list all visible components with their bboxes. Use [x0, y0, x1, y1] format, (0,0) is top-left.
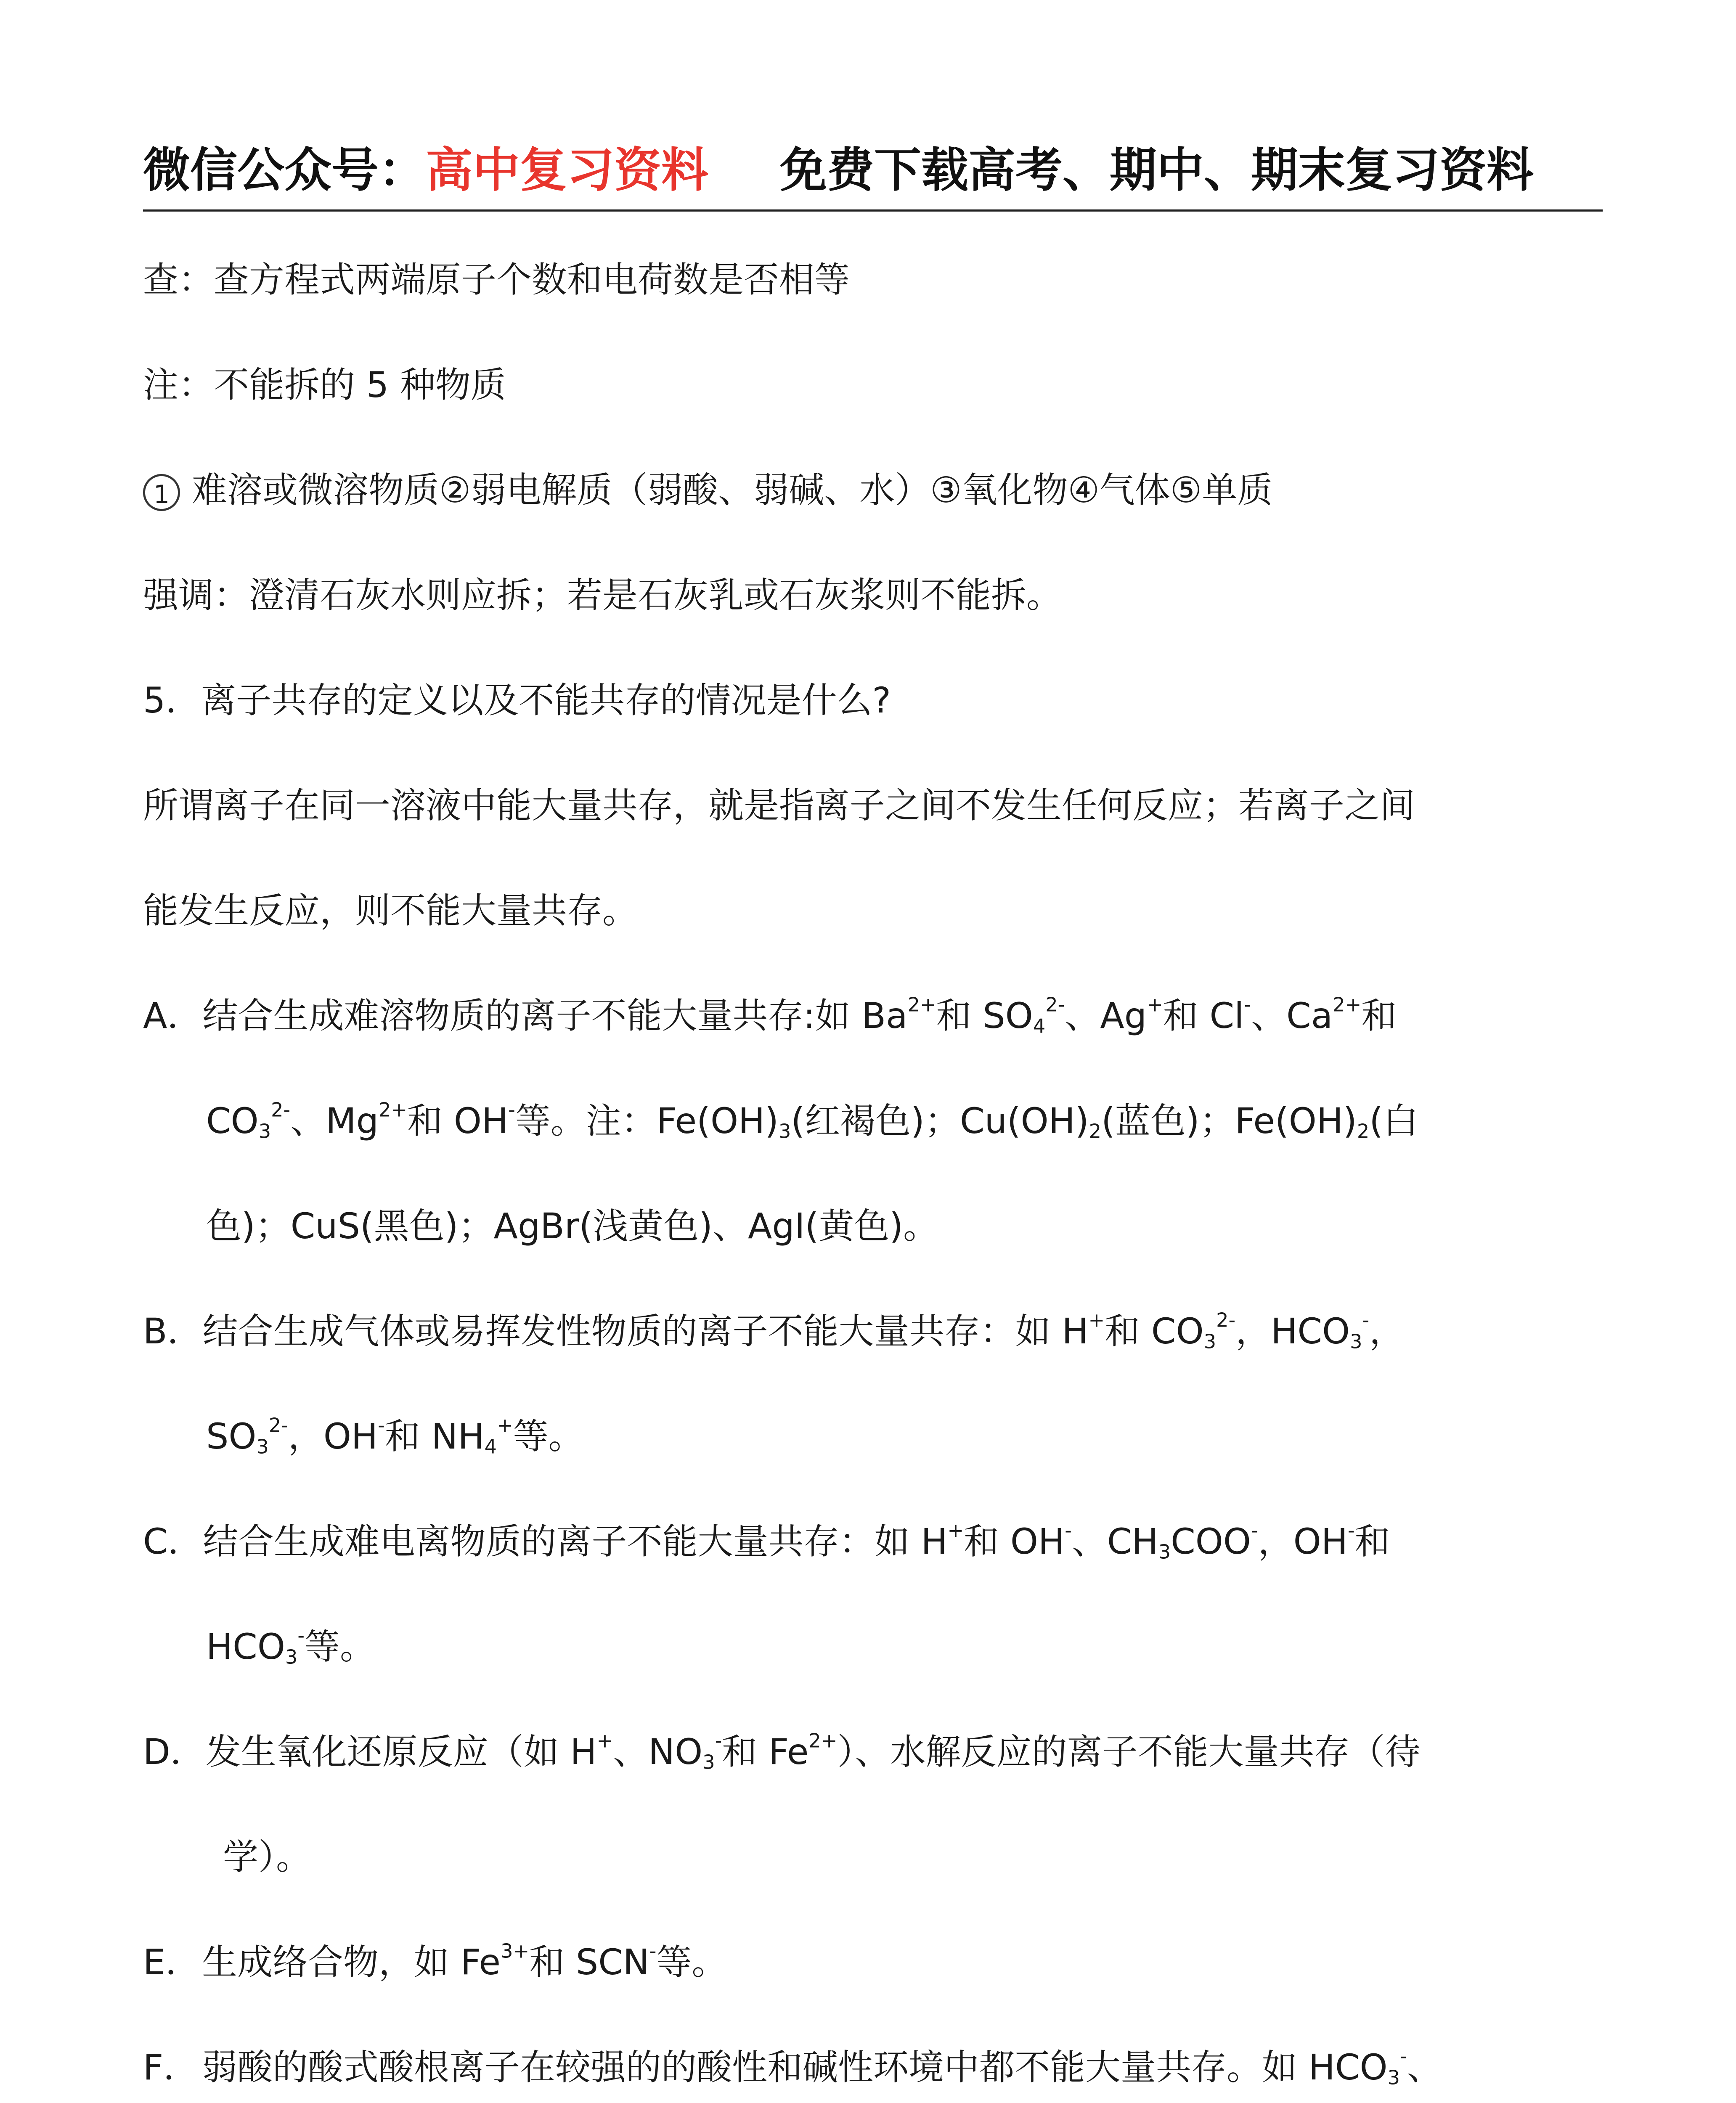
note-line: 注：不能拆的 5 种物质: [143, 364, 506, 405]
header-label: 微信公众号：: [143, 143, 426, 198]
item-b: B．结合生成气体或易挥发性物质的离子不能大量共存：如 H+和 $CO_3^{2-}$，$HCO_3^-$，: [143, 1308, 1405, 1353]
item-d: D．发生氧化还原反应（如 H+、$NO_3^-$和 $Fe^{2+}$）、水解反应的离子不能大量共存（待: [143, 1729, 1421, 1774]
non-splittable-list: [143, 437, 1607, 543]
item-c-line-2: $HCO_3^-$等。: [206, 1624, 376, 1669]
definition-line-1: 所谓离子在同一溶液中能大量共存，就是指离子之间不发生任何反应；若离子之间: [143, 785, 1415, 826]
item-a-line-2: $CO_3^{2-}$、$Mg^{2+}$和 OH-等。注：$Fe(OH)_3$(红褐色)；$Cu(OH)_2$(蓝色)；$Fe(OH)_2$(白: [206, 1098, 1419, 1143]
definition-line-2: 能发生反应，则不能大量共存。: [143, 890, 638, 931]
check-note: 查：查方程式两端原子个数和电荷数是否相等: [143, 259, 850, 300]
item-a: A．结合生成难溶物质的离子不能大量共存:如 $Ba^{2+}$和 $SO_4^{2-}$、Ag+和 Cl-、$Ca^{2+}$和: [143, 993, 1397, 1038]
document-body: [143, 227, 1607, 2103]
item-e: E．生成络合物，如 $Fe^{3+}$和 SCN-等。: [143, 1939, 727, 1983]
item-b-line-2: $SO_3^{2-}$，OH-和 $NH_4^+$等。: [206, 1414, 584, 1458]
list-text: 难溶或微溶物质②弱电解质（弱酸、弱碱、水）③氧化物④气体⑤单质: [192, 469, 1273, 511]
page-header: [143, 135, 1603, 206]
item-f: F．弱酸的酸式酸根离子在较强的的酸性和碱性环境中都不能大量共存。如 $HCO_3^-$、: [143, 2045, 1442, 2089]
emphasis-line: 强调：澄清石灰水则应拆；若是石灰乳或石灰浆则不能拆。: [143, 575, 1062, 616]
item-d-line-2: 学）。: [223, 1836, 312, 1878]
header-tagline: 免费下载高考、期中、期末复习资料: [780, 143, 1534, 198]
header-account-name: 高中复习资料: [426, 143, 708, 198]
item-a-line-3: 色)；CuS(黑色)；AgBr(浅黄色)、AgI(黄色)。: [206, 1205, 939, 1247]
section-question: 5．离子共存的定义以及不能共存的情况是什么?: [143, 680, 891, 721]
header-rule: [143, 209, 1603, 212]
circled-number: 1: [143, 474, 180, 511]
item-c: C．结合生成难电离物质的离子不能大量共存：如 H+和 OH-、$CH_3COO^-$，OH-和: [143, 1519, 1390, 1563]
